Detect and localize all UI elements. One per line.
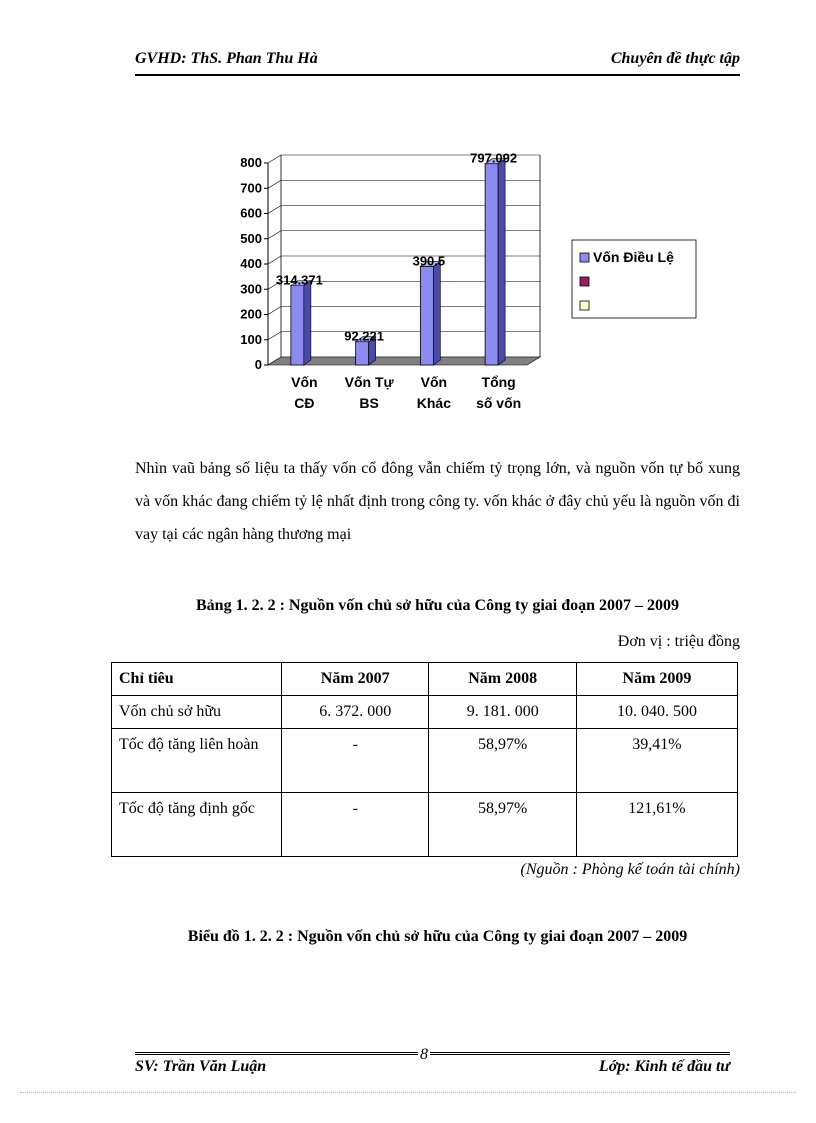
- table-cell: 121,61%: [576, 793, 737, 857]
- y-tick-label: 600: [240, 205, 262, 221]
- header-cell: Năm 2007: [282, 663, 429, 696]
- gridline-depth: [268, 231, 281, 239]
- y-tick-label: 0: [254, 357, 262, 372]
- page-edge-divider: [20, 1092, 796, 1093]
- table-cell: -: [282, 729, 429, 793]
- y-tick-label: 400: [240, 256, 262, 271]
- header-cell: Năm 2008: [429, 663, 576, 696]
- header-doc-type: Chuyên đề thực tập: [610, 50, 740, 67]
- table-cell: 58,97%: [429, 729, 576, 793]
- page-footer: [135, 1052, 730, 1081]
- gridline-depth: [268, 332, 281, 340]
- y-tick-label: 700: [240, 180, 262, 196]
- bar-side: [498, 159, 505, 365]
- footer-class: Lớp: Kinh tế đầu tư: [598, 1058, 730, 1075]
- bar-side: [433, 261, 440, 365]
- bar: [356, 342, 369, 365]
- bar-data-label: 92.221: [344, 328, 385, 344]
- gridline-depth: [268, 206, 281, 214]
- y-tick-label: 100: [240, 331, 262, 347]
- legend-swatch: [580, 301, 589, 310]
- table-cell: 9. 181. 000: [429, 696, 576, 729]
- legend-label: Vốn Điều Lệ: [593, 249, 674, 265]
- bar: [420, 266, 433, 365]
- table-cell: Tốc độ tăng liên hoàn: [112, 729, 282, 793]
- table-row: [112, 793, 738, 857]
- y-tick-label: 800: [240, 155, 262, 170]
- table-row: [112, 729, 738, 793]
- table-title: Bảng 1. 2. 2 : Nguồn vốn chủ sở hữu của Công ty giai đoạn 2007 – 2009: [196, 597, 679, 614]
- table-row: [112, 696, 738, 729]
- category-label: Tổng: [481, 374, 516, 390]
- table-cell: 39,41%: [576, 729, 737, 793]
- page-number: 8: [420, 1046, 428, 1063]
- category-label: CĐ: [294, 395, 315, 411]
- gridline-depth: [268, 180, 281, 188]
- category-label: Khác: [416, 395, 451, 411]
- table-header-row: [112, 663, 738, 696]
- table-cell: Tốc độ tăng định gốc: [112, 793, 282, 857]
- y-tick-label: 300: [240, 281, 262, 297]
- bar-data-label: 390.5: [412, 253, 446, 269]
- y-tick-label: 200: [240, 306, 262, 322]
- bar-data-label: 314.371: [275, 272, 323, 288]
- header-cell: Năm 2009: [576, 663, 737, 696]
- gridline-depth: [268, 307, 281, 315]
- gridline-depth: [268, 155, 281, 163]
- table-cell: -: [282, 793, 429, 857]
- category-label: Vốn: [420, 374, 448, 390]
- bar-side: [304, 281, 311, 365]
- table-cell: 6. 372. 000: [282, 696, 429, 729]
- table-cell: 10. 040. 500: [576, 696, 737, 729]
- header-cell: Chỉ tiêu: [112, 663, 282, 696]
- header-supervisor: GVHD: ThS. Phan Thu Hà: [135, 50, 318, 67]
- legend-swatch: [580, 253, 589, 262]
- bar: [291, 286, 304, 365]
- category-label: Vốn Tự: [344, 374, 394, 390]
- bar-data-label: 797.092: [470, 150, 518, 166]
- capital-bar-chart: [215, 140, 705, 420]
- footer-student: SV: Trần Văn Luận: [135, 1058, 267, 1075]
- table-source: (Nguồn : Phòng kế toán tài chính): [520, 861, 740, 878]
- table-cell: Vốn chủ sở hữu: [112, 696, 282, 729]
- table-cell: 58,97%: [429, 793, 576, 857]
- category-label: BS: [359, 395, 379, 411]
- analysis-paragraph: Nhìn vaũ bảng số liệu ta thấy vốn cổ đông vẫn chiếm tỷ trọng lớn, và nguồn vốn tự bổ xung và vốn khác đang chiếm tỷ lệ nhất định trong công ty. vốn khác ở đây chủ yếu là nguồn vốn đi vay tại các ngân hàng thương mại: [135, 460, 740, 543]
- bar: [485, 164, 498, 365]
- gridline-depth: [268, 256, 281, 264]
- legend-swatch: [580, 277, 589, 286]
- y-tick-label: 500: [240, 230, 262, 246]
- category-label: số vốn: [476, 395, 522, 411]
- chart2-title: Biểu đồ 1. 2. 2 : Nguồn vốn chủ sở hữu của Công ty giai đoạn 2007 – 2009: [187, 928, 688, 945]
- category-label: Vốn: [291, 374, 318, 390]
- page-header: [135, 50, 740, 76]
- equity-table: [111, 662, 738, 857]
- table-unit: Đơn vị : triệu đồng: [617, 633, 740, 650]
